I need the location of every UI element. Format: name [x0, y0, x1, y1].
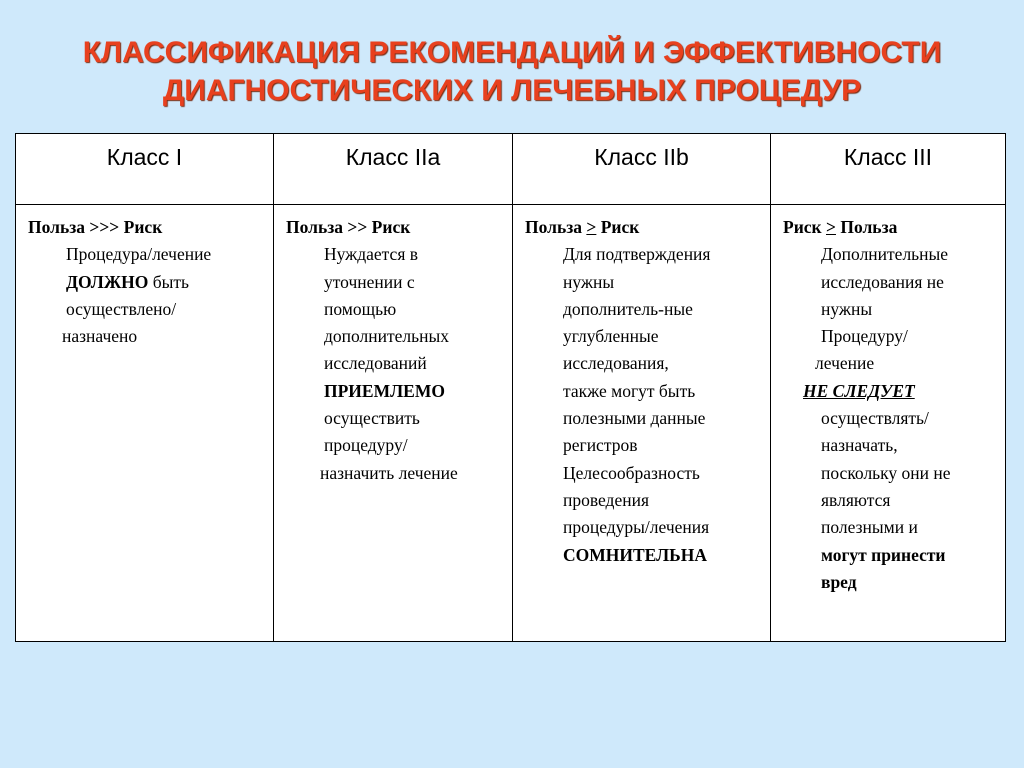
lead-text: Польза — [835, 217, 898, 237]
cell-text: исследования, — [563, 353, 669, 374]
cell-text: Целесообразность — [563, 462, 700, 483]
body-row — [16, 205, 1006, 642]
cell-text: проведения — [563, 489, 650, 510]
cell-text: Нуждается в — [324, 244, 419, 265]
title-line-2: ДИАГНОСТИЧЕСКИХ И ЛЕЧЕБНЫХ ПРОЦЕДУР — [162, 74, 862, 107]
lead-text: Польза — [525, 217, 587, 237]
greater-equal-symbol: > — [826, 217, 836, 237]
emphasis-text: СОМНИТЕЛЬНА — [563, 544, 707, 565]
cell-text: исследования не — [821, 271, 944, 292]
cell-class-2b — [513, 205, 771, 642]
emphasis-text: ПРИЕМЛЕМО — [324, 380, 445, 401]
cell-text: уточнении с — [324, 271, 415, 292]
cell-class-1 — [16, 205, 274, 642]
benefit-risk-ratio: Польза >> Риск — [286, 217, 411, 237]
benefit-risk-ratio: Польза >>> Риск — [28, 217, 163, 237]
cell-text: быть — [148, 271, 190, 292]
cell-text: осуществить — [324, 408, 420, 429]
cell-text: лечение — [815, 353, 875, 374]
header-class-3: Класс III — [771, 134, 1006, 205]
cell-class-3 — [771, 205, 1006, 642]
header-row — [16, 134, 1006, 205]
title-line-1: КЛАССИФИКАЦИЯ РЕКОМЕНДАЦИЙ И ЭФФЕКТИВНОСТИ — [82, 36, 942, 69]
cell-text: осуществлять/ — [821, 408, 929, 429]
header-class-1: Класс I — [16, 134, 274, 205]
cell-text: дополнитель-ные — [563, 298, 693, 319]
cell-text: помощью — [324, 298, 397, 319]
cell-class-2a — [274, 205, 513, 642]
header-class-2b: Класс IIb — [513, 134, 771, 205]
classification-table — [15, 133, 1006, 642]
slide-title — [0, 34, 1024, 110]
cell-text: полезными и — [821, 517, 918, 538]
cell-text: поскольку они не — [821, 462, 951, 483]
cell-text: также могут быть — [563, 380, 696, 401]
greater-equal-symbol: > — [586, 217, 597, 237]
cell-text: дополнительных — [324, 326, 450, 347]
cell-text: являются — [821, 489, 891, 510]
cell-text: исследований — [324, 353, 427, 374]
benefit-risk-ratio — [783, 214, 993, 241]
cell-text: регистров — [563, 435, 638, 456]
cell-text: полезными данные — [563, 408, 706, 429]
emphasis-text: ДОЛЖНО — [66, 271, 149, 292]
cell-text: нужны — [563, 271, 615, 292]
cell-text: процедуру/ — [324, 435, 408, 456]
emphasis-text: могут принести — [821, 544, 946, 565]
cell-text: Для подтверждения — [563, 244, 711, 265]
emphasis-text: НЕ СЛЕДУЕТ — [803, 380, 915, 401]
cell-text: процедуры/лечения — [563, 517, 710, 538]
header-class-2a: Класс IIa — [274, 134, 513, 205]
cell-text: осуществлено/ — [66, 298, 177, 319]
cell-text: назначить лечение — [320, 462, 458, 483]
cell-text: Дополнительные — [821, 244, 949, 265]
emphasis-text: вред — [821, 571, 857, 592]
cell-text: углубленные — [563, 326, 659, 347]
cell-text: нужны — [821, 298, 873, 319]
lead-text: Риск — [596, 217, 640, 237]
cell-text: Процедуру/ — [821, 326, 908, 347]
cell-text: назначать, — [821, 435, 898, 456]
lead-text: Риск — [783, 217, 826, 237]
cell-text: назначено — [62, 326, 138, 347]
cell-text — [28, 269, 261, 296]
cell-text: Процедура/лечение — [66, 244, 212, 265]
benefit-risk-ratio — [525, 214, 758, 241]
